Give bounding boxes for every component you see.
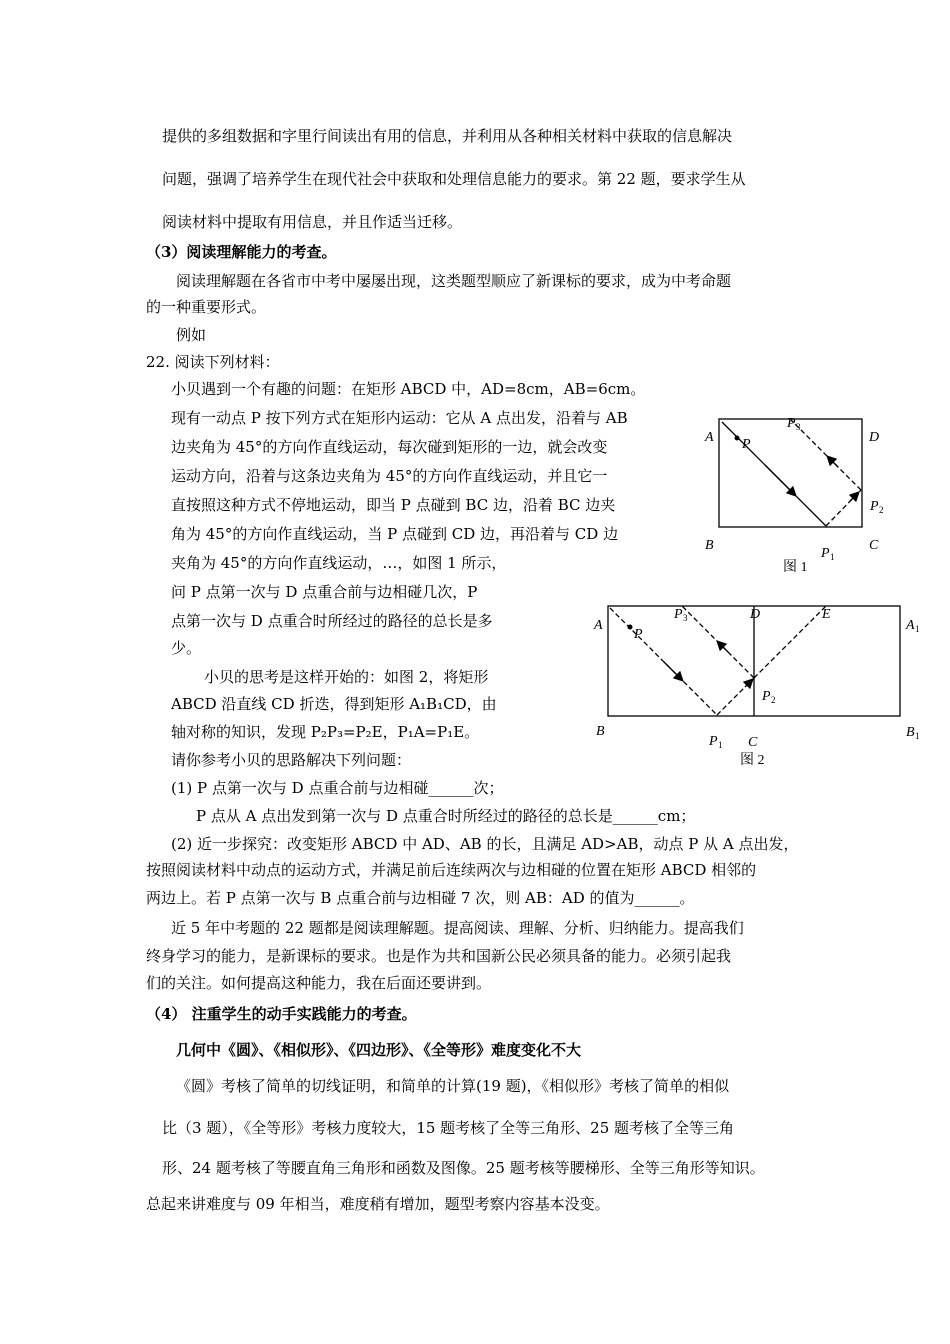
question-2a: (2) 近一步探究：改变矩形 ABCD 中 AD、AB 的长，且满足 AD>AB，动点 P 从 A 点出发， bbox=[171, 835, 799, 853]
section3-para-line-2: 的一种重要形式。 bbox=[146, 298, 267, 316]
label-p2: P bbox=[762, 689, 771, 704]
label-p2: P bbox=[870, 499, 879, 514]
summary-line-3: 们的关注。如何提高这种能力，我在后面还要讲到。 bbox=[146, 974, 492, 992]
path-arrow-3 bbox=[718, 642, 728, 652]
section4-subheading: 几何中《圆》、《相似形》、《四边形》、《全等形》难度变化不大 bbox=[176, 1041, 582, 1059]
figure-1 bbox=[695, 405, 910, 585]
label-p1: P bbox=[709, 734, 718, 749]
label-p1-sub: 1 bbox=[830, 552, 835, 562]
path-arrow-1 bbox=[664, 662, 682, 680]
figure-1-caption: 图 1 bbox=[783, 560, 808, 575]
path-arrow-2 bbox=[850, 493, 858, 501]
problem-text-13: 轴对称的知识，发现 P₂P₃=P₂E，P₁A=P₁E。 bbox=[171, 723, 480, 741]
problem-text-4: 运动方向，沿着与这条边夹角为 45°的方向作直线运动，并且它一 bbox=[171, 467, 608, 485]
problem-text-12: ABCD 沿直线 CD 折迭，得到矩形 A₁B₁CD，由 bbox=[171, 695, 497, 713]
question-1a: (1) P 点第一次与 D 点重合前与边相碰______次； bbox=[171, 779, 504, 797]
label-a: A bbox=[594, 618, 603, 633]
path-p2-to-e bbox=[754, 606, 826, 678]
problem-text-7: 夹角为 45°的方向作直线运动，…，如图 1 所示， bbox=[171, 554, 507, 572]
label-p1: P bbox=[821, 546, 830, 561]
label-b1: B bbox=[906, 725, 915, 740]
section4-para-line-3: 形、24 题考核了等腰直角三角形和函数及图像。25 题考核等腰梯形、全等三角形等知识。 bbox=[162, 1159, 765, 1177]
label-p: P bbox=[634, 627, 643, 642]
summary-line-2: 终身学习的能力，是新课标的要求。也是作为共和国新公民必须具备的能力。必须引起我 bbox=[146, 947, 732, 965]
label-a: A bbox=[705, 430, 714, 445]
question-2b: 按照阅读材料中动点的运动方式，并满足前后连续两次与边相碰的位置在矩形 ABCD 相邻的 bbox=[146, 861, 757, 879]
intro-line-1: 提供的多组数据和字里行间读出有用的信息，并利用从各种相关材料中获取的信息解决 bbox=[162, 127, 733, 145]
section4-para-line-2: 比（3 题），《全等形》考核力度较大，15 题考核了全等三角形、25 题考核了全等三角 bbox=[162, 1119, 735, 1137]
problem-text-8: 问 P 点第一次与 D 点重合前与边相碰几次，P bbox=[171, 583, 478, 601]
intro-line-3: 阅读材料中提取有用信息，并且作适当迁移。 bbox=[162, 213, 463, 231]
problem-text-6: 角为 45°的方向作直线运动，当 P 点碰到 CD 边，再沿着与 CD 边 bbox=[171, 525, 619, 543]
label-c: C bbox=[869, 538, 879, 553]
label-c: C bbox=[748, 735, 758, 750]
figure-2 bbox=[590, 598, 930, 770]
section3-heading: （3）阅读理解能力的考查。 bbox=[146, 243, 337, 261]
path-arrow-3 bbox=[828, 457, 838, 467]
label-d: D bbox=[869, 430, 880, 445]
problem-text-3: 边夹角为 45°的方向作直线运动，每次碰到矩形的一边，就会改变 bbox=[171, 438, 608, 456]
label-p2-sub: 2 bbox=[771, 695, 776, 705]
section4-heading: （4） 注重学生的动手实践能力的考查。 bbox=[146, 1005, 417, 1023]
problem-text-9: 点第一次与 D 点重合时所经过的路径的总长是多 bbox=[171, 612, 493, 630]
path-p2-to-p3 bbox=[791, 420, 861, 490]
label-p3-sub: 3 bbox=[683, 613, 688, 623]
section4-para-line-4: 总起来讲难度与 09 年相当，难度稍有增加，题型考察内容基本没变。 bbox=[146, 1195, 610, 1213]
label-p3-sub: 3 bbox=[796, 422, 801, 432]
section4-para-line-1: 《圆》考核了简单的切线证明，和简单的计算(19 题)，《相似形》考核了简单的相似 bbox=[176, 1077, 730, 1095]
label-d: D bbox=[750, 607, 761, 622]
question-1b: P 点从 A 点出发到第一次与 D 点重合时所经过的路径的总长是______cm； bbox=[196, 807, 696, 825]
summary-line-1: 近 5 年中考题的 22 题都是阅读理解题。提高阅读、理解、分析、归纳能力。提高我们 bbox=[171, 919, 744, 937]
label-p2-sub: 2 bbox=[879, 505, 884, 515]
problem-text-2: 现有一动点 P 按下列方式在矩形内运动：它从 A 点出发，沿着与 AB bbox=[171, 409, 628, 427]
problem-text-14: 请你参考小贝的思路解决下列问题： bbox=[171, 751, 412, 769]
section3-para-line-1: 阅读理解题在各省市中考中屡屡出现，这类题型顺应了新课标的要求，成为中考命题 bbox=[176, 272, 732, 290]
label-e: E bbox=[822, 607, 831, 622]
label-p1-sub: 1 bbox=[718, 740, 723, 750]
problem-text-5: 直按照这种方式不停地运动，即当 P 点碰到 BC 边，沿着 BC 边夹 bbox=[171, 496, 616, 514]
rectangle-abcd bbox=[719, 419, 862, 527]
label-b: B bbox=[596, 724, 605, 739]
section3-example: 例如 bbox=[176, 326, 207, 344]
label-p: P bbox=[742, 437, 751, 452]
label-p3: P bbox=[787, 416, 796, 431]
problem-title: 22. 阅读下列材料： bbox=[146, 353, 280, 371]
label-a1-sub: 1 bbox=[915, 624, 920, 634]
label-p3: P bbox=[674, 607, 683, 622]
problem-text-10: 少。 bbox=[171, 639, 202, 657]
problem-text-11: 小贝的思考是这样开始的：如图 2，将矩形 bbox=[204, 668, 489, 686]
question-2c: 两边上。若 P 点第一次与 B 点重合前与边相碰 7 次，则 AB：AD 的值为______。 bbox=[146, 889, 695, 907]
label-b: B bbox=[705, 538, 714, 553]
path-arrow-2 bbox=[745, 680, 752, 687]
path-arrow-1 bbox=[765, 465, 795, 495]
figure-2-caption: 图 2 bbox=[740, 753, 765, 768]
problem-text-1: 小贝遇到一个有趣的问题：在矩形 ABCD 中，AD=8cm，AB=6cm。 bbox=[171, 380, 646, 398]
label-a1: A bbox=[906, 618, 915, 633]
label-b1-sub: 1 bbox=[915, 731, 920, 741]
intro-line-2: 问题，强调了培养学生在现代社会中获取和处理信息能力的要求。第 22 题，要求学生从 bbox=[162, 170, 746, 188]
